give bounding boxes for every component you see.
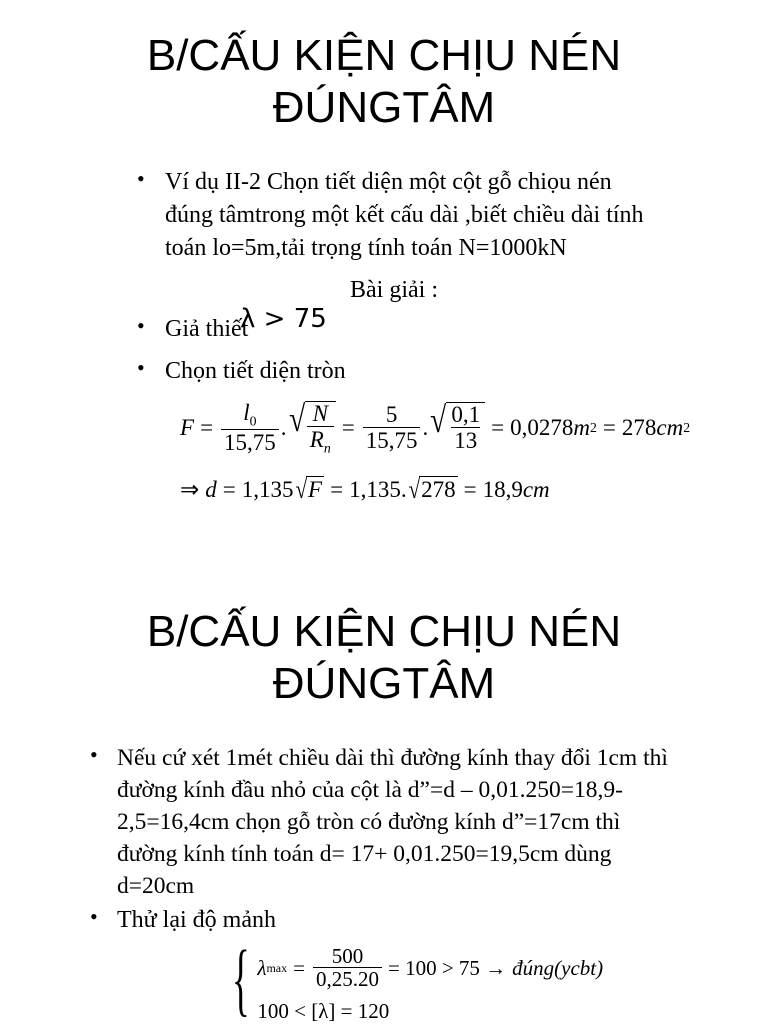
text-line: đường kính tính toán d= 17+ 0,01.250=19,5cm dùng	[117, 841, 612, 867]
text-line: đúng tâmtrong một kết cấu dài ,biết chiều dài tính	[165, 202, 644, 228]
radical-icon: √	[430, 399, 447, 441]
assumption-text: Giả thiết	[165, 316, 249, 342]
implies-icon: ⇒	[180, 476, 200, 502]
denominator: 15,75	[221, 429, 279, 455]
equals-sign: =	[602, 415, 616, 440]
comparison: = 100 > 75 →	[387, 955, 507, 980]
radicand: 278	[421, 477, 456, 502]
denominator: R	[309, 426, 324, 452]
numerator: 500	[331, 943, 364, 968]
fraction-l0	[221, 401, 279, 455]
exponent: 2	[590, 420, 597, 435]
assumption-math: λ > 75	[240, 304, 327, 334]
sqrt-278	[407, 476, 458, 503]
title-line-1: B/CẤU KIỆN CHỊU NÉN	[146, 31, 622, 80]
example-text	[165, 166, 644, 265]
subscript: n	[323, 440, 331, 456]
area-formula	[180, 394, 690, 462]
subscript: 0	[249, 413, 257, 429]
formula-lhs: F	[180, 415, 195, 440]
radical-icon: √	[294, 474, 307, 504]
denominator: 0,25.20	[313, 967, 382, 991]
radical-icon: √	[408, 474, 420, 504]
unit: m	[573, 415, 591, 440]
solution-label: Bài giải :	[350, 277, 438, 303]
coefficient: 1,135	[241, 476, 294, 502]
slenderness-check-text: Thử lại độ mảnh	[117, 907, 276, 933]
diameter-explanation	[117, 742, 668, 902]
numerator: 5	[385, 401, 398, 427]
text-line: Nếu cứ xét 1mét chiều dài thì đường kính thay đổi 1cm thì	[117, 745, 668, 771]
sqrt-f	[294, 476, 325, 503]
title-line-2: ĐÚNGTÂM	[272, 83, 496, 132]
denominator: 13	[451, 427, 480, 453]
equals-sign: =	[293, 955, 305, 980]
numerator: N	[312, 400, 328, 426]
slenderness-row-2: 100 < [λ] = 120	[257, 999, 390, 1023]
subscript: max	[266, 960, 288, 975]
slide-title	[0, 30, 768, 134]
equals-sign: =	[491, 415, 505, 440]
bullet-glyph: •	[90, 742, 98, 767]
dot-operator: .	[422, 415, 429, 440]
equals-sign: =	[463, 476, 477, 502]
sqrt-n-rn	[287, 397, 336, 456]
result-value: 278	[621, 415, 657, 440]
numerator: l	[243, 399, 250, 425]
section-choice-text: Chọn tiết diện tròn	[165, 358, 346, 384]
numerator: 0,1	[451, 402, 481, 428]
text-line: đường kính đầu nhỏ của cột là d”=d – 0,01.250=18,9-	[117, 777, 623, 803]
equals-sign: =	[222, 476, 236, 502]
fraction-5	[363, 403, 421, 453]
slenderness-system	[232, 933, 604, 1024]
unit: cm	[522, 476, 550, 502]
title-line-2: ĐÚNGTÂM	[272, 659, 496, 708]
equals-sign: =	[341, 415, 355, 440]
text-line: Ví dụ II-2 Chọn tiết diện một cột gỗ chiọu nén	[165, 169, 612, 195]
unit: cm	[656, 415, 684, 440]
formula-lhs: d	[205, 476, 217, 502]
conclusion: đúng(ycbt)	[512, 955, 604, 980]
slide-2	[0, 576, 768, 1024]
result-value: 0,0278	[510, 415, 574, 440]
slide-title	[0, 606, 768, 710]
bullet-glyph: •	[90, 904, 98, 929]
radicand: F	[308, 477, 323, 502]
fraction-lambda	[313, 945, 382, 991]
bullet-glyph: •	[137, 355, 145, 380]
dot-operator: .	[280, 415, 287, 440]
text-line: d=20cm	[117, 873, 195, 899]
exponent: 2	[683, 420, 691, 435]
brace-icon: {	[232, 933, 250, 1024]
result-value: 18,9	[482, 476, 523, 502]
sqrt-ratio	[428, 399, 485, 454]
slenderness-row-1	[257, 938, 603, 998]
lambda-symbol: λ	[257, 955, 267, 980]
radical-icon: √	[288, 397, 305, 439]
text-line: 2,5=16,4cm chọn gỗ tròn có đường kính d”=17cm thì	[117, 809, 621, 835]
bullet-glyph: •	[137, 166, 145, 191]
diameter-formula	[180, 476, 550, 503]
text-line: toán lo=5m,tải trọng tính toán N=1000kN	[165, 235, 567, 261]
equals-sign: =	[330, 476, 344, 502]
denominator: 15,75	[363, 427, 421, 453]
coefficient: 1,135.	[349, 476, 407, 502]
bullet-glyph: •	[137, 313, 145, 338]
title-line-1: B/CẤU KIỆN CHỊU NÉN	[146, 607, 622, 656]
equals-sign: =	[200, 415, 214, 440]
